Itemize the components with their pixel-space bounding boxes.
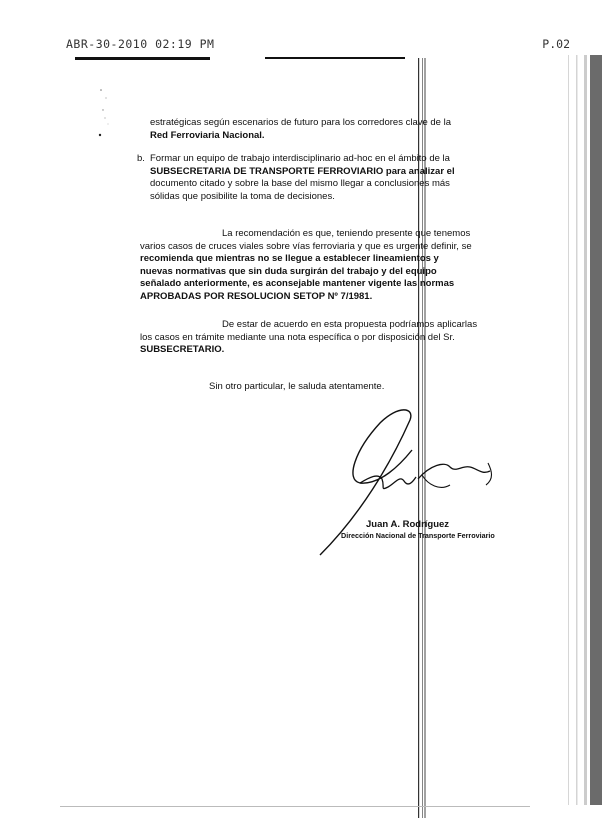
text-line: Red Ferroviaria Nacional.: [150, 129, 265, 141]
scan-noise-left: [98, 80, 118, 160]
text-line: los casos en trámite mediante una nota específica o por disposición del Sr.: [140, 331, 455, 343]
text-line: De estar de acuerdo en esta propuesta podríamos aplicarlas: [222, 319, 478, 330]
fax-date: ABR-30-2010 02:19 PM: [66, 37, 215, 51]
list-marker: b.: [137, 153, 145, 164]
text-line: nuevas normativas que sin duda surgirán del trabajo y del equipo: [140, 265, 437, 277]
header-rule-right: [265, 57, 405, 59]
paragraph-continuation: [150, 117, 497, 142]
signer-name: Juan A. Rodríguez: [366, 519, 450, 530]
paragraph-b: [137, 153, 497, 203]
scan-streak-right: [562, 55, 604, 805]
text-line: SUBSECRETARIO.: [140, 344, 225, 356]
page-bottom-edge: [60, 806, 530, 807]
fax-header: [0, 37, 604, 53]
signer-title: Dirección Nacional de Transporte Ferroviario: [341, 531, 495, 540]
paragraph-recommendation: [140, 228, 497, 304]
text-line: señalado anteriormente, es aconsejable mantener vigente las normas: [140, 278, 455, 290]
text-line: estratégicas según escenarios de futuro para los corredores clave de la: [150, 117, 452, 128]
text-line: sólidas que posibilite la toma de decisiones.: [150, 190, 335, 202]
text-line: documento citado y sobre la base del mismo llegar a conclusiones más: [150, 178, 450, 190]
header-rule: [75, 57, 210, 60]
text-line: SUBSECRETARIA DE TRANSPORTE FERROVIARIO para analizar el: [150, 165, 455, 177]
text-line: varios casos de cruces viales sobre vías ferroviaria y que es urgente definir, se: [140, 240, 472, 252]
fax-page-number: P.02: [542, 37, 570, 51]
text-line: La recomendación es que, teniendo presente que tenemos: [222, 228, 471, 239]
text-line: Formar un equipo de trabajo interdisciplinario ad-hoc en el ámbito de la: [150, 153, 450, 164]
text-line: APROBADAS POR RESOLUCION SETOP Nº 7/1981.: [140, 290, 373, 302]
text-line: recomienda que mientras no se llegue a establecer lineamientos y: [140, 253, 439, 265]
closing-line: Sin otro particular, le saluda atentamente.: [209, 381, 385, 392]
paragraph-proposal: [140, 319, 497, 357]
